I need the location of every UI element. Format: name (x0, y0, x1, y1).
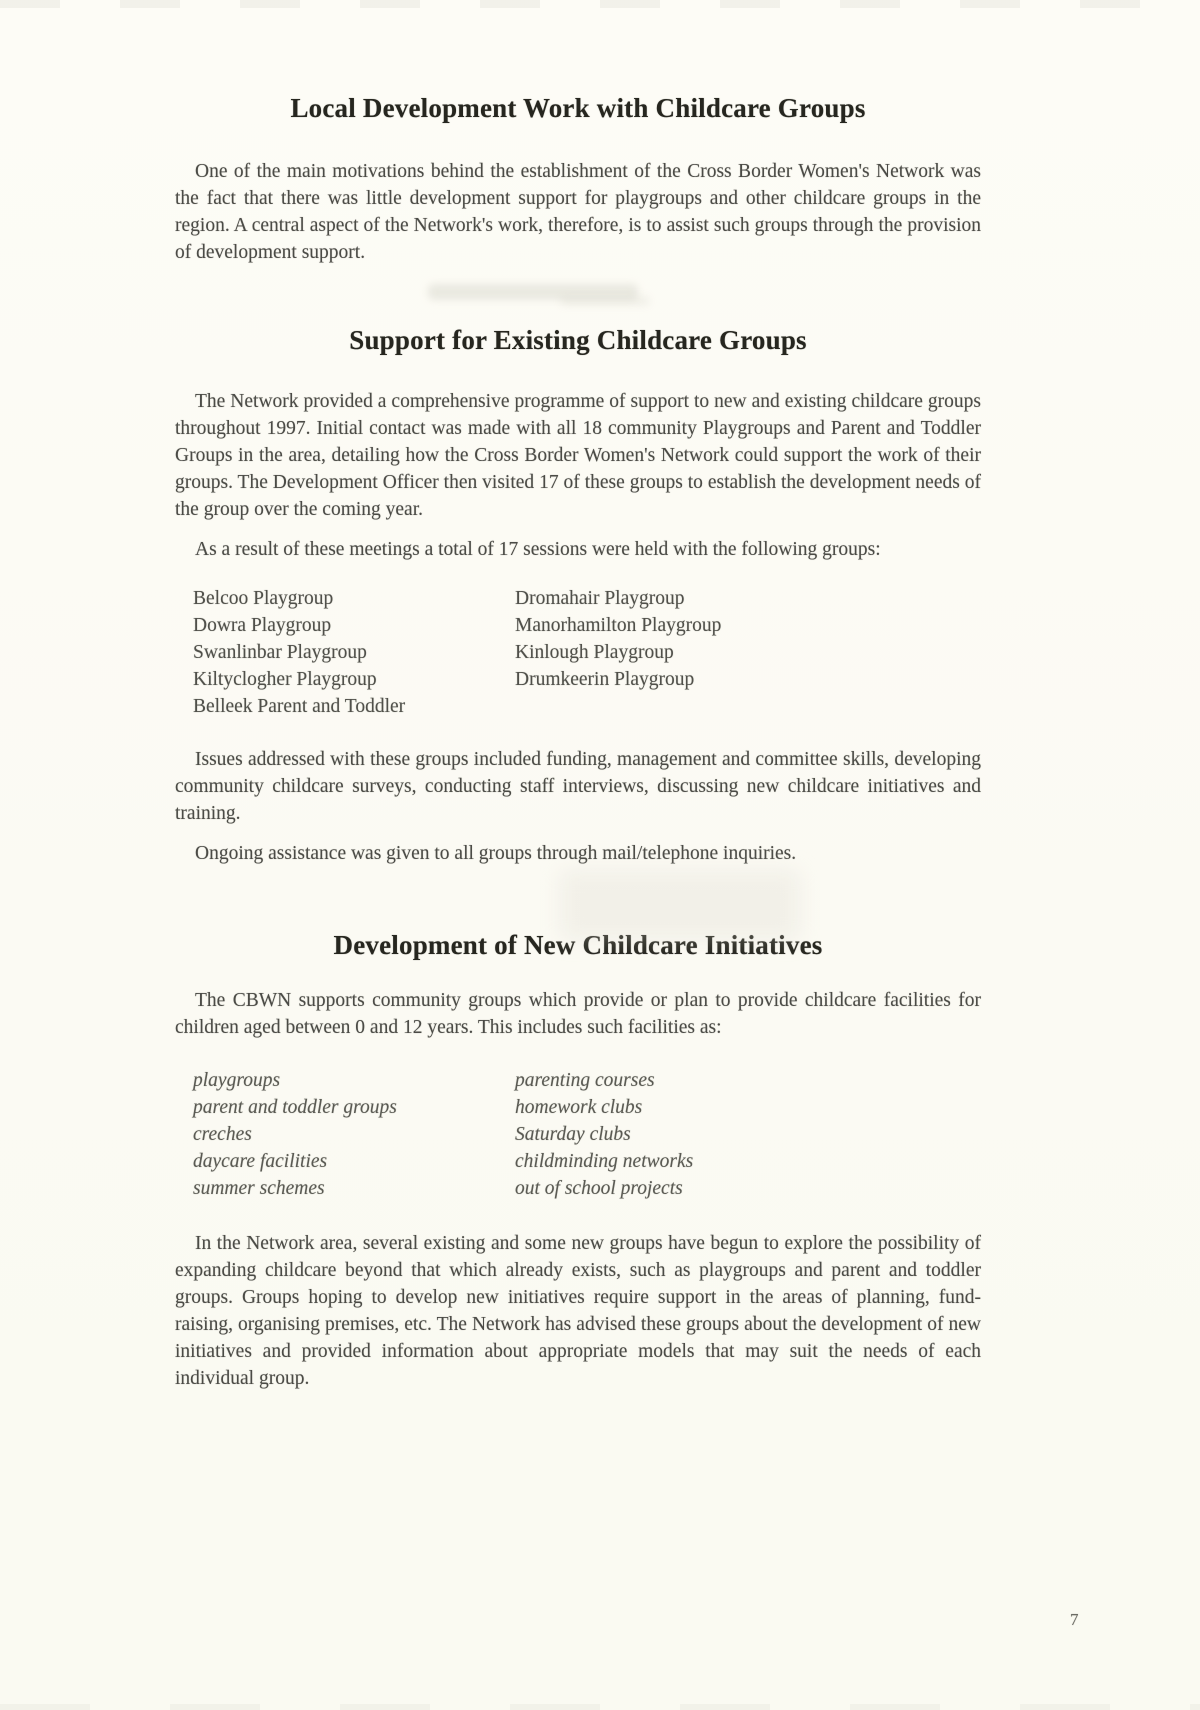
page-number: 7 (1070, 1610, 1079, 1629)
facilities-list-right-column (515, 1067, 935, 1202)
section-title-support-existing: Support for Existing Childcare Groups (349, 325, 807, 355)
playgroup-item: Swanlinbar Playgroup (193, 642, 367, 663)
facility-item: Saturday clubs (515, 1124, 631, 1145)
playgroup-item: Manorhamilton Playgroup (515, 615, 722, 636)
facility-item: homework clubs (515, 1097, 643, 1118)
paragraph-issues-addressed: Issues addressed with these groups included funding, management and committee skills, developing community childcare surveys, conducting staff interviews, discussing new childcare initiatives and training. (175, 749, 981, 824)
paragraph-sessions-intro: As a result of these meetings a total of 17 sessions were held with the following groups: (195, 539, 881, 560)
page-content (175, 0, 981, 1392)
facility-item: summer schemes (193, 1178, 325, 1199)
facility-item: daycare facilities (193, 1151, 328, 1172)
facilities-list (193, 1067, 981, 1202)
playgroup-list-left-column (193, 585, 515, 720)
playgroup-item: Dromahair Playgroup (515, 588, 685, 609)
playgroup-item: Dowra Playgroup (193, 615, 332, 636)
facility-item: parent and toddler groups (193, 1097, 397, 1118)
facility-item: parenting courses (515, 1070, 655, 1091)
playgroup-item: Kiltyclogher Playgroup (193, 669, 377, 690)
playgroup-item: Belleek Parent and Toddler (193, 696, 406, 717)
playgroup-item: Drumkeerin Playgroup (515, 669, 695, 690)
paragraph-local-development: One of the main motivations behind the establishment of the Cross Border Women's Network was the fact that there was little development support for playgroups and other childcare groups in the region. A central aspect of the Network's work, therefore, is to assist such groups through the provision of development support. (175, 161, 981, 263)
scan-edge-artifact-bottom (0, 1704, 1200, 1710)
facility-item: playgroups (193, 1070, 281, 1091)
facilities-list-left-column (193, 1067, 515, 1202)
playgroup-item: Belcoo Playgroup (193, 588, 334, 609)
section-title-new-initiatives: Development of New Childcare Initiatives (333, 930, 823, 960)
paragraph-support-overview: The Network provided a comprehensive programme of support to new and existing childcare groups throughout 1997. Initial contact was made with all 18 community Playgroups and Parent and Toddler Groups in the area, detailing how the Cross Border Women's Network could support the work of their groups. The Development Officer then visited 17 of these groups to establish the development needs of the group over the coming year. (175, 391, 981, 520)
playgroup-list (193, 585, 981, 720)
playgroup-item: Kinlough Playgroup (515, 642, 674, 663)
paragraph-cbwn-supports: The CBWN supports community groups which provide or plan to provide childcare facilities for children aged between 0 and 12 years. This includes such facilities as: (175, 990, 981, 1038)
playgroup-list-right-column (515, 585, 935, 720)
scan-smudge-artifact (560, 870, 800, 940)
facility-item: childminding networks (515, 1151, 694, 1172)
section-title-local-development: Local Development Work with Childcare Groups (290, 93, 866, 123)
paragraph-ongoing-assistance: Ongoing assistance was given to all groups through mail/telephone inquiries. (195, 843, 797, 864)
paragraph-network-area-closing: In the Network area, several existing and some new groups have begun to explore the possibility of expanding childcare beyond that which already exists, such as playgroups and parent and toddler groups. Groups hoping to develop new initiatives require support in the areas of planning, fund-raising, organising premises, etc. The Network has advised these groups about the development of new initiatives and provided information about appropriate models that may suit the needs of each individual group. (175, 1233, 981, 1389)
facility-item: creches (193, 1124, 252, 1145)
facility-item: out of school projects (515, 1178, 683, 1199)
scan-smudge-artifact (560, 296, 650, 306)
